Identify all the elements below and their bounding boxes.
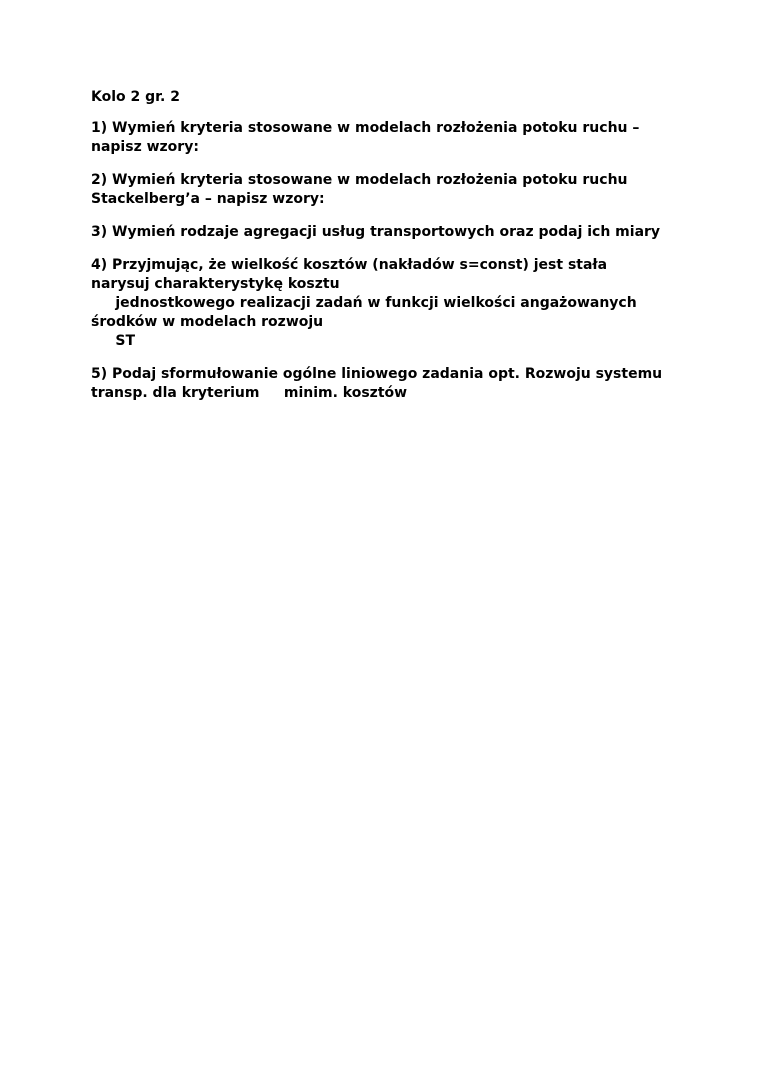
question-2 (91, 171, 691, 209)
question-1-line-1: 1) Wymień kryteria stosowane w modelach rozłożenia potoku ruchu – (91, 120, 640, 136)
question-5-line-2: transp. dla kryterium minim. kosztów (91, 385, 408, 401)
question-5 (91, 365, 691, 403)
question-3 (91, 223, 691, 242)
question-2-line-1: 2) Wymień kryteria stosowane w modelach rozłożenia potoku ruchu (91, 172, 628, 188)
question-4-line-4: środków w modelach rozwoju (91, 314, 324, 330)
question-1-line-2: napisz wzory: (91, 139, 199, 155)
question-4-line-1: 4) Przyjmując, że wielkość kosztów (nakładów s=const) jest stała (91, 257, 608, 273)
question-2-line-2: Stackelberg’a – napisz wzory: (91, 191, 325, 207)
question-3-line-1: 3) Wymień rodzaje agregacji usług transportowych oraz podaj ich miary (91, 224, 661, 240)
document-content (91, 88, 691, 403)
question-4 (91, 256, 691, 351)
question-5-line-1: 5) Podaj sformułowanie ogólne liniowego zadania opt. Rozwoju systemu (91, 366, 663, 382)
document-title: Kolo 2 gr. 2 (91, 89, 180, 105)
question-4-line-5: ST (91, 333, 136, 349)
question-4-line-2: narysuj charakterystykę kosztu (91, 276, 340, 292)
question-1 (91, 119, 691, 157)
question-4-line-3: jednostkowego realizacji zadań w funkcji wielkości angażowanych (91, 295, 637, 311)
